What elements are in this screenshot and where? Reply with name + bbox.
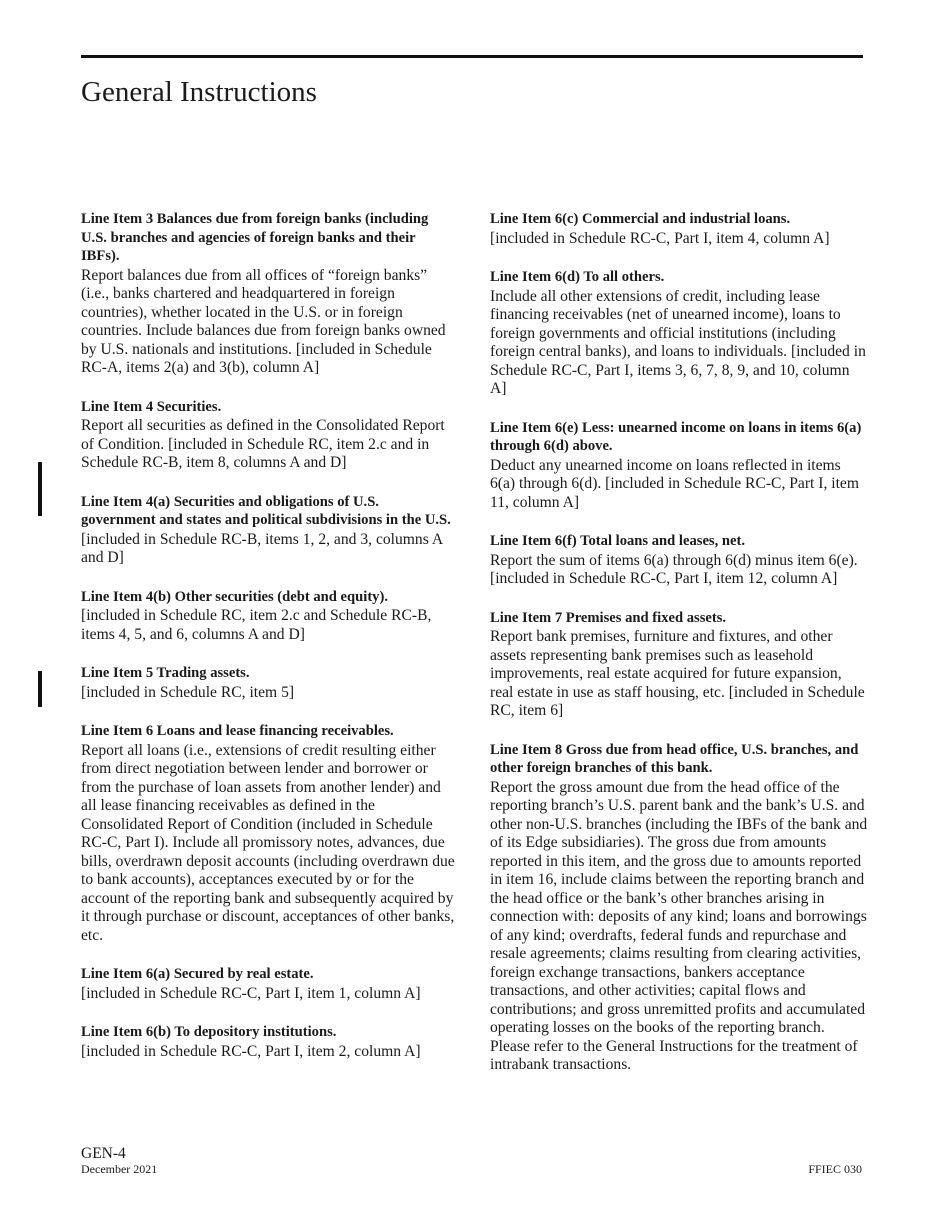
form-number: FFIEC 030 (808, 1162, 862, 1176)
line-item-6e (490, 419, 868, 513)
change-bar (38, 462, 42, 516)
line-item-text: [included in Schedule RC-C, Part I, item 2, column A] (81, 1042, 421, 1060)
line-item-heading: Line Item 8 Gross due from head office, U.S. branches, and other foreign branches of this bank. (490, 741, 859, 776)
line-item-text: Report balances due from all offices of “foreign banks” (i.e., banks chartered and headquartered in foreign countries), whether located in the U.S. or in foreign countries. Include balances due from foreign banks owned by U.S. nationals and institutions. [included in Schedule RC-A, items 2(a) and 3(b), column A] (81, 266, 446, 376)
line-item-6a (81, 965, 457, 1003)
line-item-heading: Line Item 7 Premises and fixed assets. (490, 609, 727, 626)
line-item-6d (490, 268, 868, 399)
line-item-text: [included in Schedule RC-C, Part I, item 4, column A] (490, 229, 830, 247)
line-item-heading: Line Item 6(e) Less: unearned income on loans in items 6(a) through 6(d) above. (490, 419, 862, 454)
line-item-text: [included in Schedule RC, item 2.c and Schedule RC-B, items 4, 5, and 6, columns A and D] (81, 607, 432, 643)
line-item-heading: Line Item 6 Loans and lease financing receivables. (81, 723, 394, 739)
line-item-heading: Line Item 6(c) Commercial and industrial loans. (490, 211, 791, 227)
line-item-heading: Line Item 4(a) Securities and obligations of U.S. government and states and political subdivisions in the U.S. (81, 493, 451, 528)
line-item-text: Include all other extensions of credit, including lease financing receivables (net of unearned income), loans to foreign governments and official institutions (including foreign central banks), and loans to individuals. [included in Schedule RC-C, Part I, items 3, 6, 7, 8, 9, and 10, column A] (490, 287, 866, 397)
line-item-heading: Line Item 6(a) Secured by real estate. (81, 966, 314, 982)
line-item-text: [included in Schedule RC, item 5] (81, 683, 295, 701)
line-item-heading: Line Item 3 Balances due from foreign banks (including U.S. branches and agencies of foreign banks and their IBFs). (81, 211, 429, 264)
page-number: GEN-4 (81, 1145, 126, 1162)
line-item-4a (81, 493, 457, 568)
line-item-text: Deduct any unearned income on loans reflected in items 6(a) through 6(d). [included in Schedule RC-C, Part I, item 11, column A] (490, 456, 859, 511)
line-item-heading: Line Item 6(b) To depository institutions. (81, 1024, 337, 1040)
line-item-text: Report the gross amount due from the head office of the reporting branch’s U.S. parent bank and the bank’s U.S. and other non-U.S. branches (including the IBFs of the bank and of its Edge subsidiaries). The gross due from amounts reported in this item, and the gross due to amounts reported in item 16, include claims between the reporting branch and the head office or the bank’s other branches arising in connection with: deposits of any kind; loans and borrowings of any kind; overdrafts, federal funds and repurchase and resale agreements; claims resulting from clearing activities, foreign exchange transactions, bankers acceptance transactions, and other activities; capital flows and contributions; and gross unremitted profits and accumulated operating losses on the books of the reporting branch. Please refer to the General Instructions for the treatment of intrabank transactions. (490, 778, 868, 1073)
top-rule (81, 55, 863, 58)
left-column (81, 210, 457, 1081)
line-item-text: Report the sum of items 6(a) through 6(d) minus item 6(e). [included in Schedule RC-C, Part I, item 12, column A] (490, 551, 858, 587)
line-item-heading: Line Item 5 Trading assets. (81, 665, 250, 681)
page-title: General Instructions (81, 76, 317, 108)
line-item-4 (81, 398, 457, 473)
line-item-6 (81, 722, 457, 945)
line-item-heading: Line Item 6(f) Total loans and leases, net. (490, 533, 745, 549)
line-item-text: Report all securities as defined in the Consolidated Report of Condition. [included in Schedule RC, item 2.c and in Schedule RC-B, item 8, columns A and D] (81, 417, 445, 471)
line-item-4b (81, 588, 457, 645)
line-item-6f (490, 532, 868, 589)
right-column (490, 210, 868, 1095)
line-item-heading: Line Item 6(d) To all others. (490, 269, 665, 285)
line-item-heading: Line Item 4(b) Other securities (debt and equity). (81, 588, 388, 605)
line-item-text: Report bank premises, furniture and fixtures, and other assets representing bank premises such as leasehold improvements, real estate acquired for future expansion, real estate in use as staff housing, etc. [included in Schedule RC, item 6] (490, 628, 865, 719)
line-item-7 (490, 609, 868, 721)
change-bar (38, 671, 42, 707)
line-item-heading: Line Item 4 Securities. (81, 398, 222, 415)
line-item-text: Report all loans (i.e., extensions of credit resulting either from direct negotiation between lender and borrower or from the purchase of loan assets from another lender) and all lease financing receivables as defined in the Consolidated Report of Condition (included in Schedule RC-C, Part I). Include all promissory notes, advances, due bills, overdrawn deposit accounts (including overdrawn due to bank accounts), acceptances executed by or for the account of the reporting bank and subsequently acquired by it through purchase or discount, acceptances of other banks, etc. (81, 741, 455, 944)
line-item-5 (81, 664, 457, 702)
footer-date: December 2021 (81, 1162, 158, 1176)
line-item-text: [included in Schedule RC-B, items 1, 2, and 3, columns A and D] (81, 530, 443, 566)
line-item-6b (81, 1023, 457, 1061)
line-item-8 (490, 741, 868, 1075)
line-item-text: [included in Schedule RC-C, Part I, item 1, column A] (81, 984, 421, 1002)
footer-left (81, 1145, 157, 1176)
line-item-3 (81, 210, 457, 378)
line-item-6c (490, 210, 868, 248)
